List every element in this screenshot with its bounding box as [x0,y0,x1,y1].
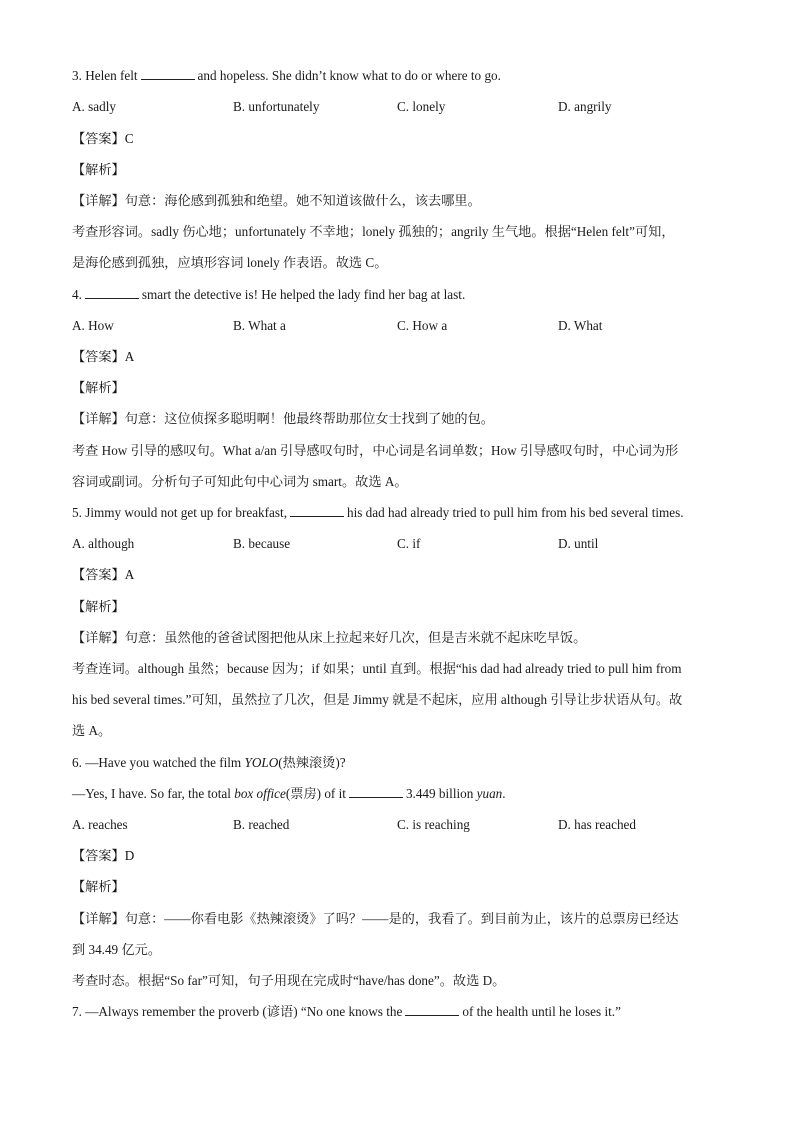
question-text: 3.449 billion [405,786,474,801]
question-text: (热辣滚烫)? [278,755,346,770]
explanation-text: 考查连词。although 虽然；because 因为；if 如果；until 直到。根据“his dad had already tried to pull him from [72,661,682,676]
question-text: his dad had already tried to pull him from his bed several times. [347,505,684,520]
option-a: A. How [72,318,114,333]
italic-term: yuan [476,786,503,801]
answer-label: 【答案】C [72,131,134,146]
question-6-stem-2 [72,784,734,804]
detail-text: 【详解】句意：虽然他的爸爸试图把他从床上拉起来好几次，但是吉米就不起床吃早饭。 [72,630,587,645]
option-a: A. reaches [72,817,128,832]
explanation-text: 是海伦感到孤独，应填形容词 lonely 作表语。故选 C。 [72,255,388,270]
question-text: . [502,786,506,801]
analysis-label: 【解析】 [72,599,125,614]
question-text: 3. Helen felt [72,68,138,83]
explanation-text: 考查 How 引导的感叹句。What a/an 引导感叹句时，中心词是名词单数；How 引导感叹句时，中心词为形 [72,443,679,458]
question-7-stem [72,1002,734,1022]
option-c: C. if [397,536,421,551]
answer-blank [405,1003,459,1016]
answer-blank [349,785,403,798]
analysis-label: 【解析】 [72,162,125,177]
detail-text: 到 34.49 亿元。 [72,942,162,957]
option-d: D. until [558,536,599,551]
question-text: 5. Jimmy would not get up for breakfast, [72,505,287,520]
question-text: of the health until he loses it.” [462,1004,621,1019]
detail-text: 【详解】句意：这位侦探多聪明啊！他最终帮助那位女士找到了她的包。 [72,411,494,426]
option-c: C. lonely [397,99,446,114]
option-a: A. although [72,536,135,551]
explanation-text: 考查形容词。sadly 伤心地；unfortunately 不幸地；lonely 孤独的；angrily 生气地。根据“Helen felt”可知， [72,224,675,239]
explanation-text: his bed several times.”可知，虽然拉了几次，但是 Jimmy 就是不起床，应用 although 引导让步状语从句。故 [72,692,683,707]
option-c: C. is reaching [397,817,470,832]
option-d: D. angrily [558,99,612,114]
question-text: and hopeless. She didn’t know what to do or where to go. [197,68,501,83]
question-5-stem [72,503,734,523]
question-text: smart the detective is! He helped the lady find her bag at last. [141,287,466,302]
explanation-text: 选 A。 [72,723,112,738]
answer-label: 【答案】D [72,848,135,863]
answer-blank [290,504,344,517]
question-text: 7. —Always remember the proverb (谚语) “No one knows the [72,1004,403,1019]
option-c: C. How a [397,318,448,333]
option-d: D. has reached [558,817,636,832]
question-3-stem [72,66,734,86]
option-b: B. unfortunately [233,99,320,114]
film-title: YOLO [244,755,279,770]
option-b: B. What a [233,318,286,333]
answer-blank [141,67,195,80]
explanation-text: 考查时态。根据“So far”可知，句子用现在完成时“have/has done”。故选 D。 [72,973,506,988]
question-text: 6. —Have you watched the film [72,755,242,770]
detail-text: 【详解】句意：——你看电影《热辣滚烫》了吗？——是的，我看了。到目前为止，该片的总票房已经达 [72,911,679,926]
detail-text: 【详解】句意：海伦感到孤独和绝望。她不知道该做什么，该去哪里。 [72,193,481,208]
analysis-label: 【解析】 [72,380,125,395]
question-6-stem-1 [72,753,734,773]
question-4-stem [72,285,734,305]
answer-blank [85,286,139,299]
option-a: A. sadly [72,99,116,114]
question-text: (票房) of it [285,786,346,801]
question-text: —Yes, I have. So far, the total [72,786,231,801]
explanation-text: 容词或副词。分析句子可知此句中心词为 smart。故选 A。 [72,474,408,489]
answer-label: 【答案】A [72,567,135,582]
option-d: D. What [558,318,603,333]
option-b: B. because [233,536,291,551]
answer-label: 【答案】A [72,349,135,364]
analysis-label: 【解析】 [72,879,125,894]
option-b: B. reached [233,817,290,832]
question-text: 4. [72,287,82,302]
italic-term: box office [234,786,286,801]
